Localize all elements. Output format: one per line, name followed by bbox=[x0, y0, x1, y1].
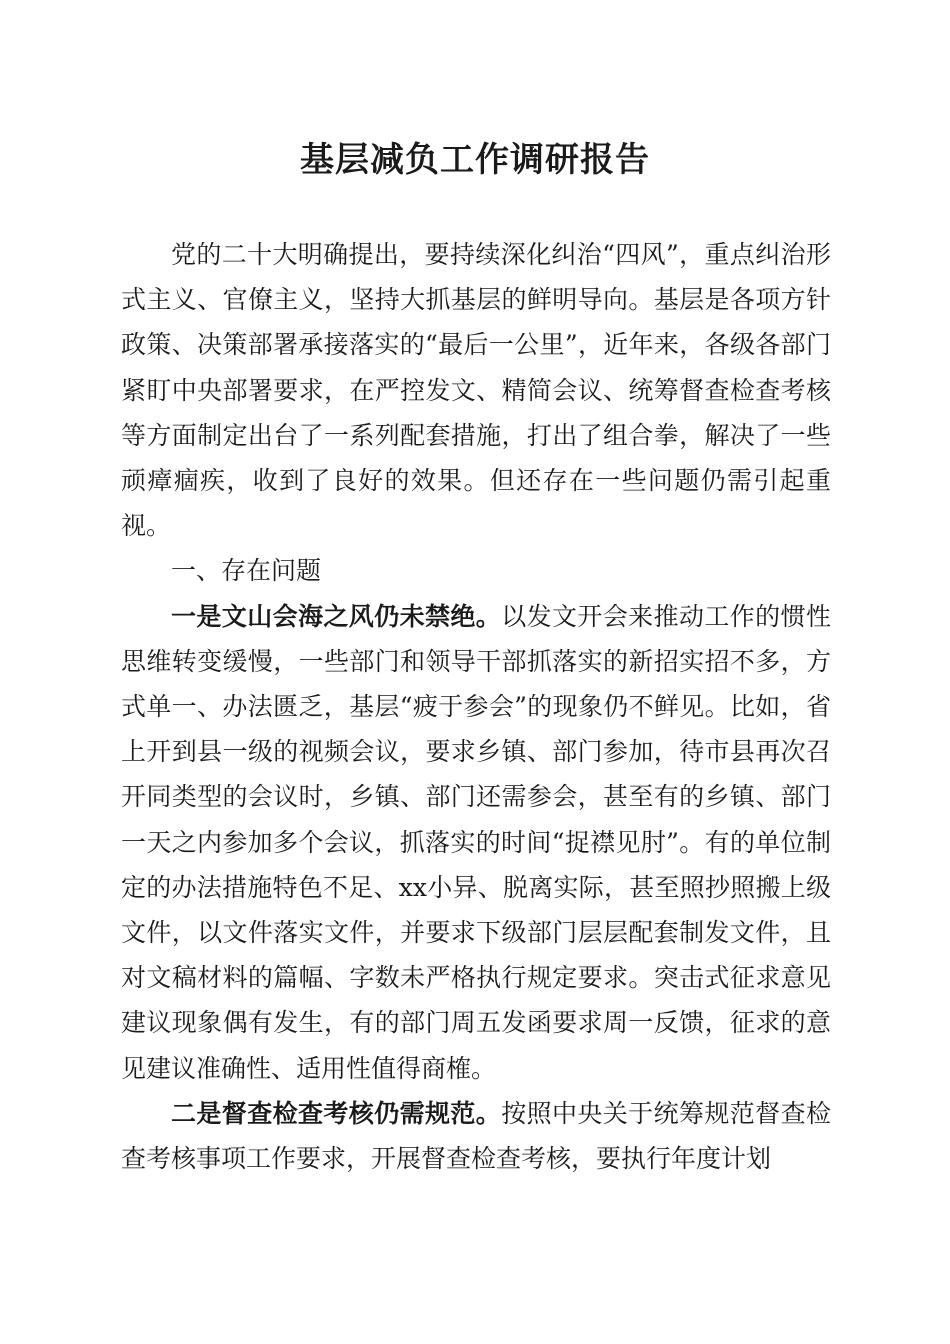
point-1-paragraph bbox=[121, 594, 831, 1091]
point-2-paragraph bbox=[121, 1091, 831, 1181]
document-title: 基层减负工作调研报告 bbox=[300, 140, 650, 180]
intro-paragraph: 党的二十大明确提出，要持续深化纠治“四风”，重点纠治形式主义、官僚主义，坚持大抓基层的鲜明导向。基层是各项方针政策、决策部署承接落实的“最后一公里”，近年来，各级各部门紧盯中央部署要求，在严控发文、精简会议、统筹督查检查考核等方面制定出台了一系列配套措施，打出了组合拳，解决了一些顽瘴痼疾，收到了良好的效果。但还存在一些问题仍需引起重视。 bbox=[121, 240, 831, 541]
document-body bbox=[121, 232, 831, 1181]
point-2-lead: 二是督查检查考核仍需规范。 bbox=[171, 1098, 502, 1128]
section-heading-problems: 一、存在问题 bbox=[171, 556, 322, 586]
point-2-text: 按照中央关于统筹规范督查检查考核事项工作要求，开展督查检查考核，要执行年度计划 bbox=[121, 1098, 831, 1174]
point-1-text: 以发文开会来推动工作的惯性思维转变缓慢，一些部门和领导干部抓落实的新招实招不多，方式单一、办法匮乏，基层“疲于参会”的现象仍不鲜见。比如，省上开到县一级的视频会议，要求乡镇、部门参加，待市县再次召开同类型的会议时，乡镇、部门还需参会，甚至有的乡镇、部门一天之内参加多个会议，抓落实的时间“捉襟见肘”。有的单位制定的办法措施特色不足、xx小异、脱离实际，甚至照抄照搬上级文件，以文件落实文件，并要求下级部门层层配套制发文件，且对文稿材料的篇幅、字数未严格执行规定要求。突击式征求意见建议现象偶有发生，有的部门周五发函要求周一反馈，征求的意见建议准确性、适用性值得商榷。 bbox=[121, 601, 831, 1083]
point-1-lead: 一是文山会海之风仍未禁绝。 bbox=[171, 601, 502, 631]
